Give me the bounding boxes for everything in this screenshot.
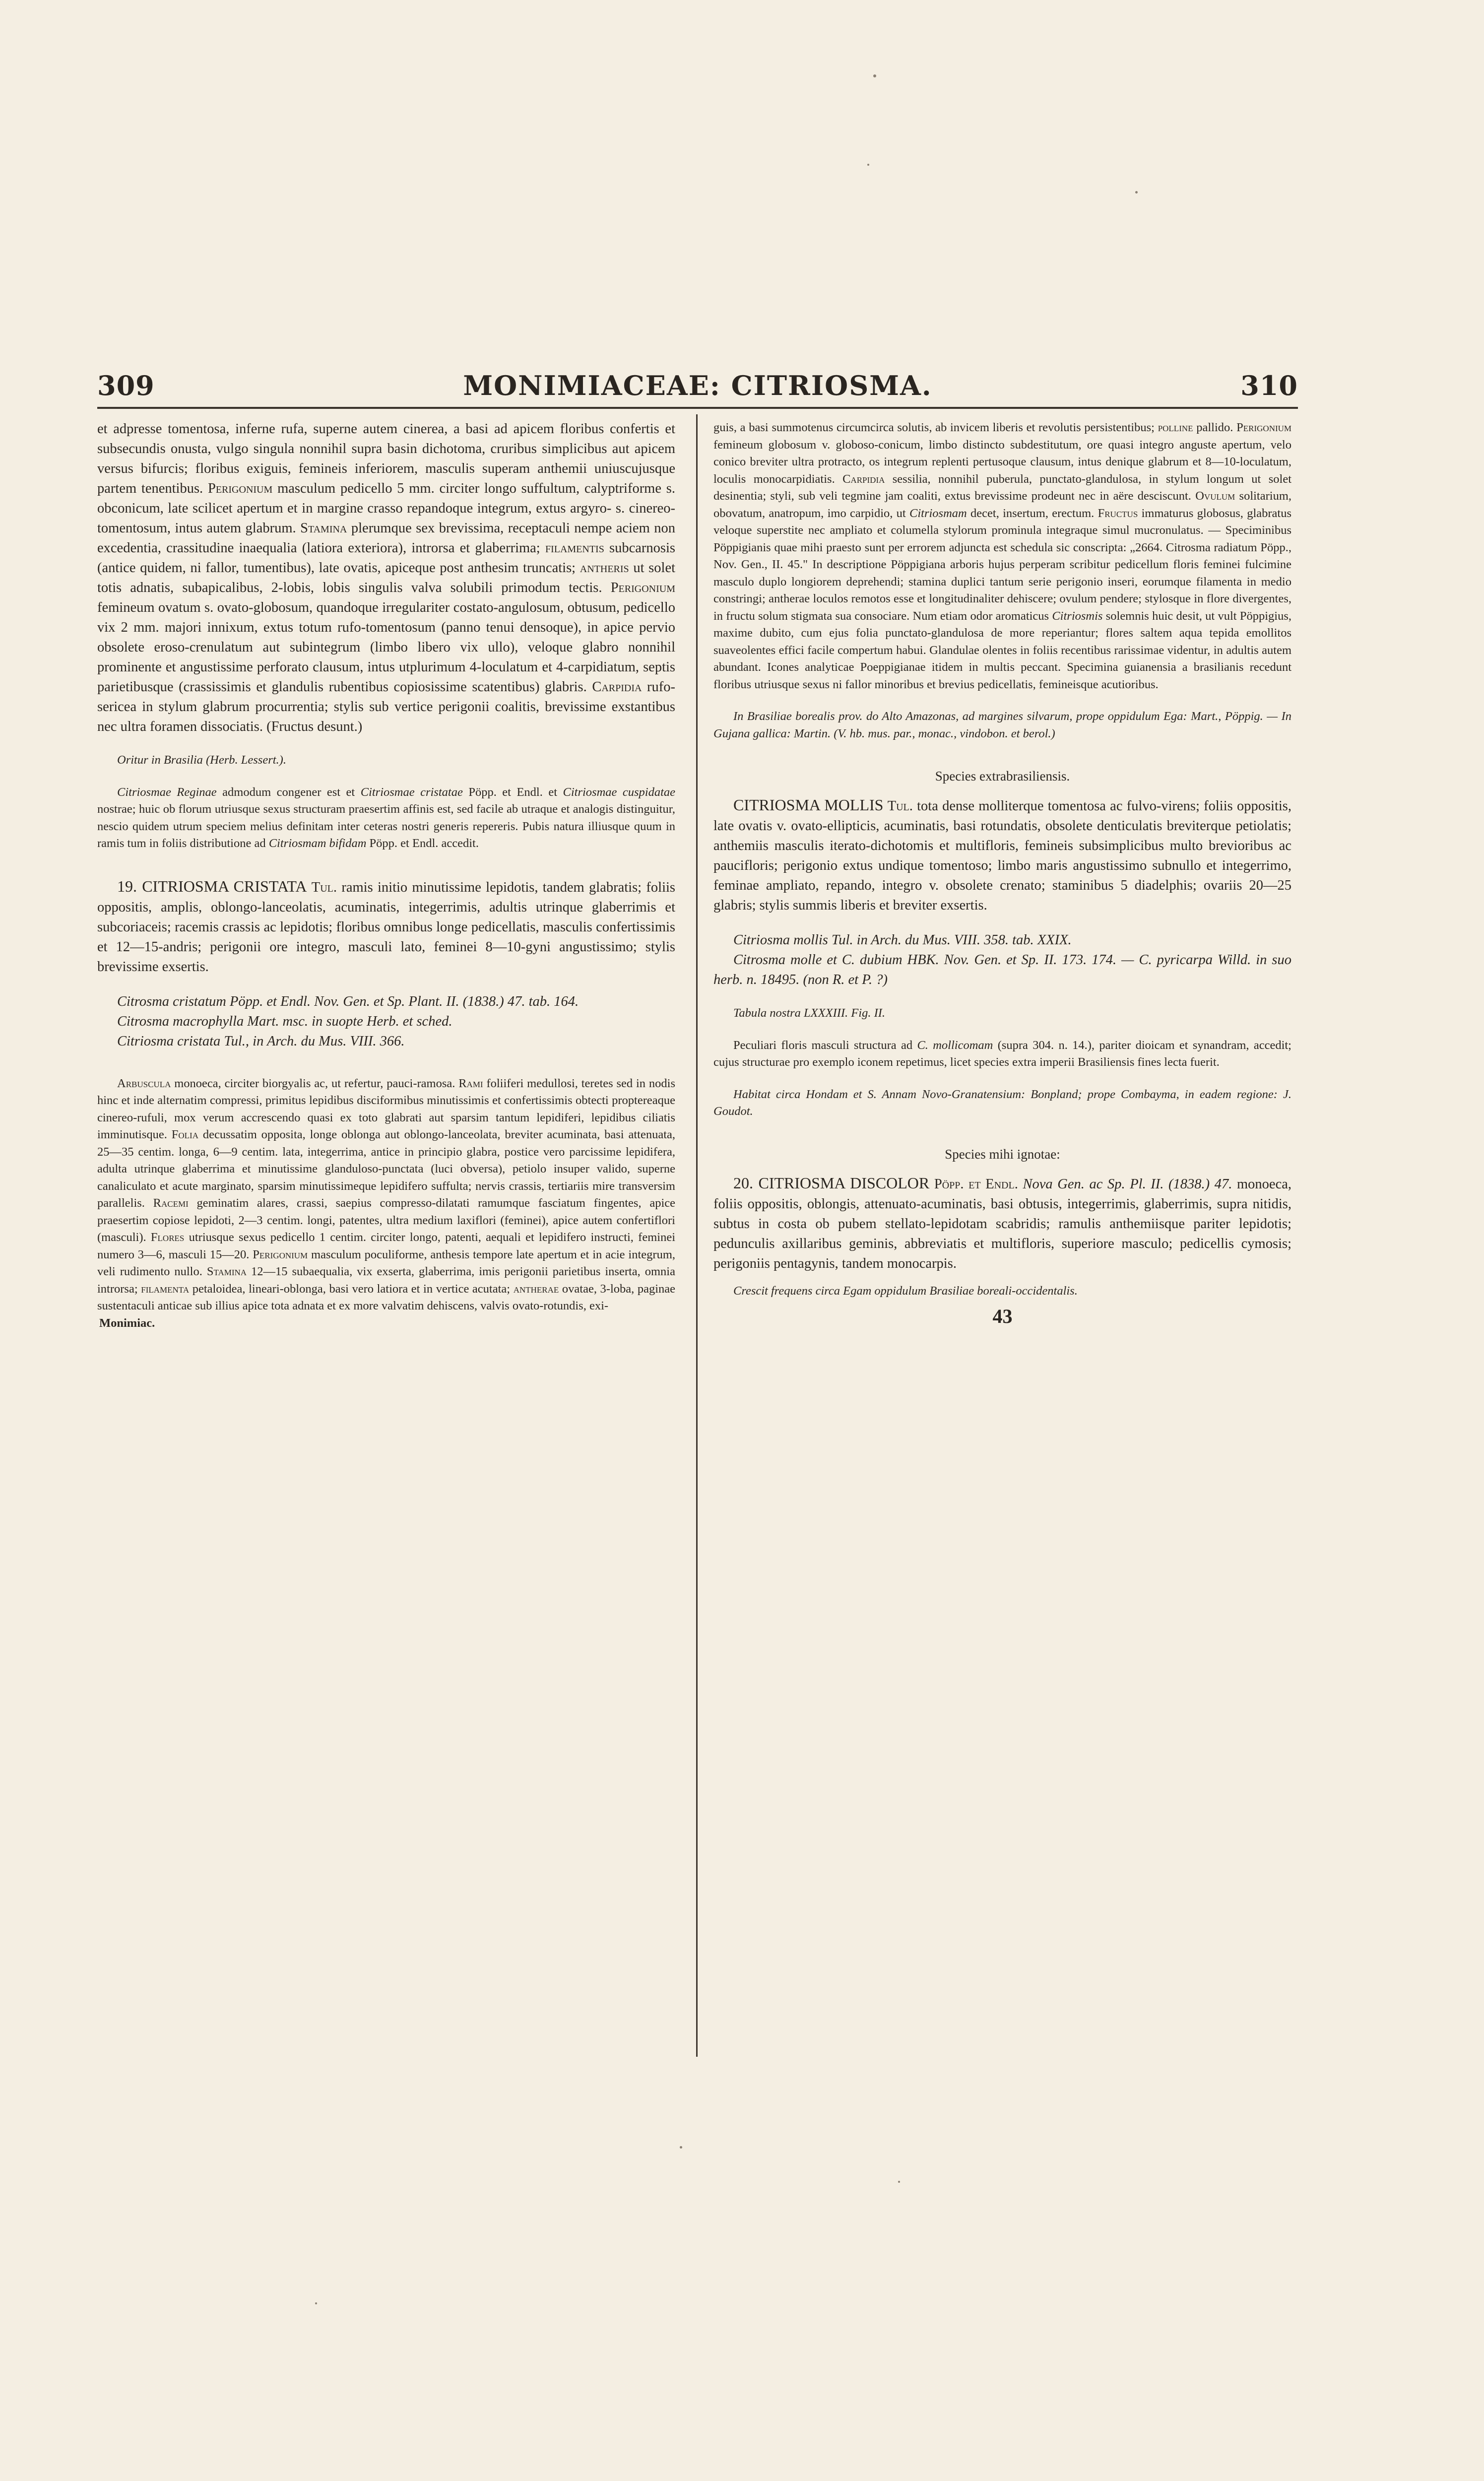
header-rule (97, 407, 1298, 409)
paper-speck (680, 2146, 682, 2149)
plate-reference: Tabula nostra LXXXIII. Fig. II. (733, 1006, 886, 1020)
paper-speck (315, 2302, 317, 2304)
paper-speck (1135, 191, 1138, 194)
locality-note: Oritur in Brasilia (Herb. Lessert.). (117, 753, 286, 767)
paper-speck (898, 2181, 900, 2183)
right-page-number: 310 (1240, 370, 1298, 401)
paper-speck (873, 74, 876, 77)
species-mollis-diagnosis: CITRIOSMA MOLLIS Tul. tota dense molliterque tomentosa ac fulvo-virens; foliis oppositis, late ovatis v. ovato-ellipticis, acuminatis, basi rotundatis, obsolete denticulatis breviterque petiolatis; anthemiis masculis iterato-dichotomis et multifloris, femineis subsimplicibus multo brevioribus ac paucifloris; perigonio extus undique tomentoso; limbo maris angustissimo subnullo et integerrimo, feminae ampliato, repando, integro v. obsolete crenato; staminibus 5 diadelphis; ovariis 20—25 glabris; stylis summis liberis et breviter exsertis. (713, 796, 1292, 913)
left-column (97, 419, 675, 1332)
continued-description: guis, a basi summotenus circumcirca solutis, ab invicem liberis et revolutis persistentibus; polline pallido. Perigonium femineum globosum v. globoso-conicum, limbo distincto subdestitutum, ore quasi integro anguste apertum, velo conico breviter ultra protracto, os integrum replenti pertusoque clausum, intus denique glabrum et 8—10-loculatum, loculis monocarpidiatis. Carpidia sessilia, nonnihil puberula, punctato-glandulosa, in stylum longum ut solet desinentia; styli, sub veli tegmine jam coaliti, extus brevissime prodeunt nec in aëre desciscunt. Ovulum solitarium, obovatum, anatropum, imo carpidio, ut Citriosmam decet, insertum, erectum. Fructus immaturus globosus, glabratus veloque superstite nec ampliato et columella stylorum prominula integraque simul mucronulatus. — Speciminibus Pöppigianis quae mihi praesto sunt per errorem adjuncta est schedula sic conscripta: „2664. Citrosma radiatum Pöpp., Nov. Gen., II. 45." In descriptione Pöppigiana arboris hujus perperam scribitur pedicellum floris feminei fulcimine masculo duplo longiorem deprehendi; stamina duplici tantum serie perigonio inseri, eorumque filamenta in medio constringi; antherae loculos remotos esse et longitudinaliter dehiscere; ovulum pendere; stylosque in flore divergentes, in fructu solum stigmata sua consociare. Num etiam odor aromaticus Citriosmis solemnis huic desit, ut vult Pöppigius, maxime dubito, cum ejus folia punctato-glandulosa de more reperiantur; flores saltem aqua tepida emollitos suaveolentes effici facile compertum habui. Glandulae olentes in foliis recentibus rarissimae videntur, in adultis autem abundant. Icones analyticae Poeppigianae itidem in multis peccant. Specimina guianensia a brasilianis recedunt floribus utriusque sexus ni fallor minoribus et brevius pedicellatis, femineisque acutioribus. (713, 421, 1292, 691)
synonym-line: Citriosma cristata Tul., in Arch. du Mus. VIII. 366. (117, 1033, 405, 1049)
structure-note: Peculiari floris masculi structura ad C. mollicomam (supra 304. n. 14.), pariter dioicam et synandram, accedit; cujus structurae pro exemplo iconem repetimus, licet species extra imperii Brasiliensis fines lecta fuerit. (713, 1038, 1291, 1069)
description-paragraph: et adpresse tomentosa, inferne rufa, superne autem cinerea, a basi ad apicem floribus confertis et subsecundis onusta, vulgo singula nonnihil supra basin dichotoma, cruribus simplicibus aut apicem versus bifurcis; floribus exiguis, femineis inferiorem, masculis superam anthemii uniuscujusque partem tenentibus. Perigonium masculum pedicello 5 mm. circiter longo suffultum, calyptriforme s. obconicum, late scilicet apertum et in margine crasso repandoque integrum, extus argyro- s. cinereo-tomentosum, intus autem glabrum. Stamina plerumque sex brevissima, receptaculi nempe aciem non excedentia, crassitudine inaequalia (latiora exteriora), introrsa et glaberrima; filamentis subcarnosis (antice quidem, ni fallor, tumentibus), late ovatis, apiceque post anthesim truncatis; antheris ut solet totis adnatis, subapicalibus, 2-lobis, lobis singulis valva solubili primodum tectis. Perigonium femineum ovatum s. ovato-globosum, quandoque irregulariter costato-angulosum, obtusum, pedicello vix 2 mm. majori innixum, extus totum rufo-tomentosum (panno tenui densoque), in apice pervio obsolete eroso-crenulatum aut subintegrum (limbo libero vix ullo), veloque glabro nonnihil prominente et angustissime perforato clausum, intus utplurimum 4-loculatum et 4-carpidiatum, septis parietibusque (crassissimis et glandulis rubentibus copiosissime scatentibus) glabris. Carpidia rufo-sericea in stylum glabrum procurrentia; stylis sub vertice perigonii coalitis, brevissime exstantibus nec ultra foramen dissociatis. (Fructus desunt.) (97, 421, 676, 734)
paper-speck (867, 164, 869, 166)
left-page-number: 309 (97, 370, 155, 401)
signature-mark: Monimiac. (99, 1316, 155, 1330)
habitat-note: Habitat circa Hondam et S. Annam Novo-Granatensium: Bonpland; prope Combayma, in eadem regione: J. Goudot. (713, 1087, 1291, 1118)
species-19-diagnosis: 19. CITRIOSMA CRISTATA Tul. ramis initio minutissime lepidotis, tandem glabratis; foliis oppositis, amplis, oblongo-lanceolatis, acuminatis, integerrimis, adultis utrinque glaberrimis et subcoriaceis; racemis crassis ac lepidotis; floribus omnibus longe pedicellatis, masculis confertissimis et 12—15-andris; perigonii ore integro, masculi lato, feminei 8—10-gyni angustissimo; stylis brevissime exsertis. (97, 877, 675, 975)
habitat-note: Crescit frequens circa Egam oppidulum Brasiliae boreali-occidentalis. (733, 1284, 1078, 1298)
species-20-diagnosis: 20. CITRIOSMA DISCOLOR Pöpp. et Endl. Nova Gen. ac Sp. Pl. II. (1838.) 47. monoeca, foliis oppositis, oblongis, attenuato-acuminatis, basi obtusis, integerrimis, glaberrimis, supra nitidis, subtus in costa ob pubem stellato-lepidotam scabridis; ramulis anthemiisque pariter lepidotis; pedunculis axillaribus geminis, abbreviatis et multifloris, superiore masculo; pedicellis cymosis; perigoniis pentagynis, tandem monocarpis. (713, 1174, 1291, 1271)
page-title: MONIMIACEAE: CITRIOSMA. (463, 370, 932, 401)
right-column (713, 419, 1291, 1330)
section-heading: Species mihi ignotae: (945, 1146, 1060, 1162)
synonym-line: Citrosma macrophylla Mart. msc. in suopte Herb. et sched. (117, 1013, 452, 1029)
synonym-line: Citriosma mollis Tul. in Arch. du Mus. VIII. 358. tab. XXIX. (733, 932, 1072, 948)
section-heading: Species extrabrasiliensis. (935, 769, 1070, 783)
comparison-note: Citriosmae Reginae admodum congener est et Citriosmae cristatae Pöpp. et Endl. et Citriosmae cuspidatae nostrae; huic ob florum utriusque sexus structuram praesertim affinis est, sed facile ab utraque et analogis distinguitur, nescio quidem utrum speciem melius definitam inter ceteras nostri generis repereris. Pubis natura illiusque quum in ramis tum in foliis distributione ad Citriosmam bifidam Pöpp. et Endl. accedit. (97, 785, 676, 850)
synonym-line: Citrosma molle et C. dubium HBK. Nov. Gen. et Sp. II. 173. 174. — C. pyricarpa Willd. in suo herb. n. 18495. (non R. et P. ?) (713, 952, 1291, 987)
running-header (97, 370, 1298, 404)
species-19-description: Arbuscula monoeca, circiter biorgyalis ac, ut refertur, pauci-ramosa. Rami foliiferi medullosi, teretes sed in nodis hinc et inde alternatim compressi, primitus lepidibus disciformibus minutissimis et confertissimis obtecti proptereaque cinereo-rufuli, mox verum accrescendo quasi ex toto glabrati aut sparsim tantum lepidiferi, lepidibus ciliatis imminutisque. Folia decussatim opposita, longe oblonga aut oblongo-lanceolata, breviter acuminata, basi attenuata, 25—35 centim. longa, 6—9 centim. lata, integerrima, antice in principio glabra, postice vero parcissime lepidifera, adulta utrinque glaberrima et minutissime glanduloso-punctata (luci obversa), petiolo insuper valido, superne canaliculato et acute marginato, sparsim minutissimeque lepidifero suffulta; nervis crassis, tertiariis mire transversim parallelis. Racemi geminatim alares, crassi, saepius compresso-dilatati ramumque fasciatum fingentes, apice praesertim copiose lepidoti, 2—3 centim. longi, patentes, ultra medium laxiflori (feminei), apice autem confertiflori (masculi). Flores utriusque sexus pedicello 1 centim. circiter longo, patenti, aequali et lepidifero instructi, feminei numero 3—6, masculi 15—20. Perigonium masculum poculiforme, anthesis tempore late apertum et in acie integrum, veli rudimento nullo. Stamina 12—15 subaequalia, vix exserta, glaberrima, imis perigonii parietibus inserta, omnia introrsa; filamenta petaloidea, lineari-oblonga, basi vero latiora et in vertice acutata; antherae ovatae, 3-loba, paginae sustentaculi anticae sub illius apice tota adnata et ex more valvatim dehiscens, valvis ovato-rotundis, exi- (97, 1076, 676, 1312)
synonym-line: Citrosma cristatum Pöpp. et Endl. Nov. Gen. et Sp. Plant. II. (1838.) 47. tab. 164. (117, 993, 579, 1009)
folio-number: 43 (992, 1305, 1013, 1327)
column-divider (696, 414, 698, 2057)
habitat-note: In Brasiliae borealis prov. do Alto Amazonas, ad margines silvarum, prope oppidulum Ega: Mart., Pöppig. — In Gujana gallica: Martin. (V. hb. mus. par., monac., vindobon. et berol.) (713, 710, 1291, 740)
